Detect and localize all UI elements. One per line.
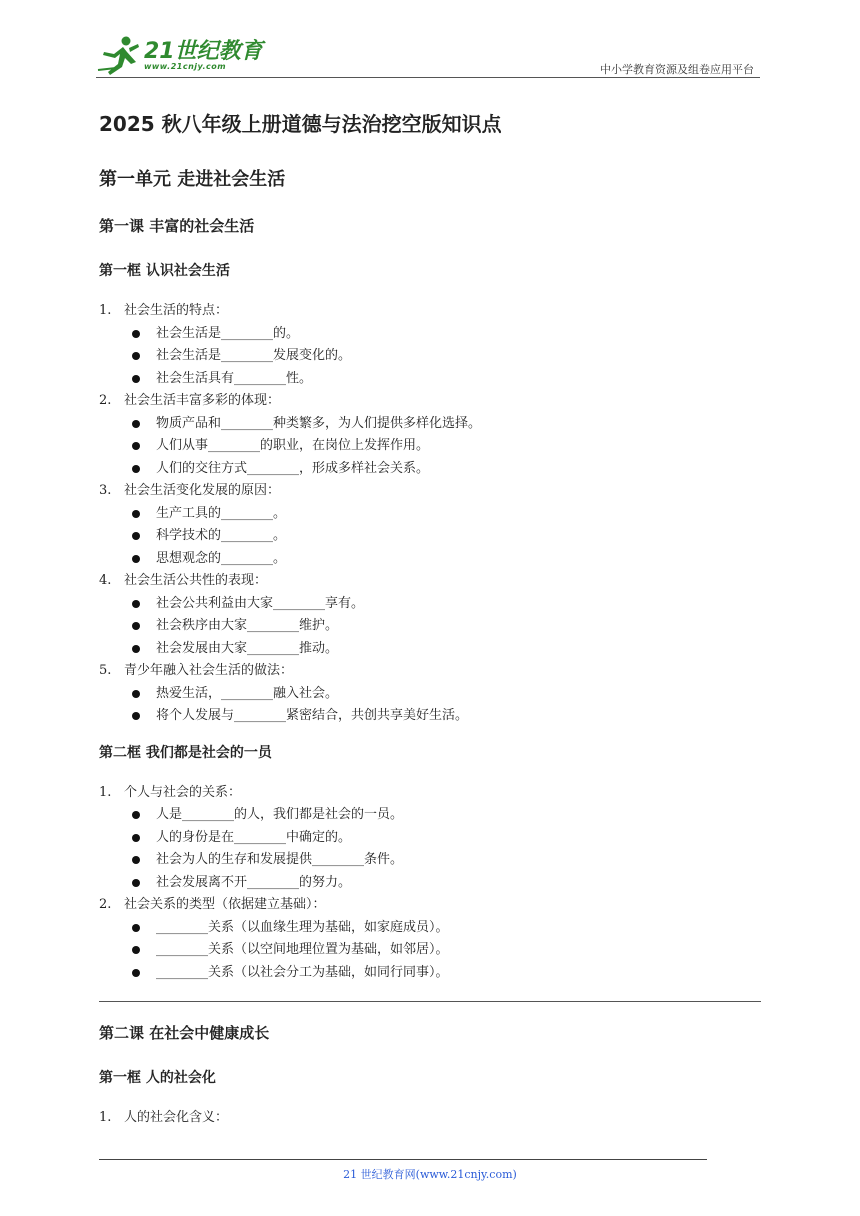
bullet-list: [124, 323, 764, 391]
bullet-item: 社会为人的生存和发展提供________条件。: [124, 849, 764, 872]
unit-heading: 第一单元 走进社会生活: [99, 169, 286, 190]
bullet-list: [124, 503, 764, 571]
item-number: 1.: [99, 1110, 112, 1125]
lesson2-section: [99, 1022, 764, 1144]
bullet-list: [124, 413, 764, 481]
bullet-item: 思想观念的________。: [124, 548, 764, 571]
bullet-item: 将个人发展与________紧密结合，共创共享美好生活。: [124, 705, 764, 728]
lesson-heading: 第二课 在社会中健康成长: [99, 1024, 270, 1042]
bullet-item: 社会生活是________发展变化的。: [124, 345, 764, 368]
item-number: 3.: [99, 483, 112, 498]
item-number: 1.: [99, 784, 112, 800]
list-item: [99, 1107, 764, 1130]
list-item: [99, 390, 764, 480]
lesson2-list: [99, 1107, 764, 1130]
bullet-item: 人的身份是在________中确定的。: [124, 827, 764, 850]
item-text: 社会生活丰富多彩的体现：: [124, 393, 281, 408]
frame2-list: [99, 782, 764, 985]
frame1-list: [99, 300, 764, 728]
runner-logo-icon: [96, 34, 142, 76]
bullet-item: 人是________的人，我们都是社会的一员。: [124, 804, 764, 827]
bullet-list: [124, 593, 764, 661]
document-body: [99, 108, 764, 998]
item-number: 5.: [99, 663, 112, 678]
frame-heading: 第一框 认识社会生活: [99, 263, 230, 279]
item-text: 社会关系的类型（依据建立基础）：: [124, 897, 326, 912]
bullet-item: 社会秩序由大家________维护。: [124, 615, 764, 638]
bullet-item: ________关系（以血缘生理为基础，如家庭成员）。: [124, 917, 764, 940]
frame-heading: 第二框 我们都是社会的一员: [99, 744, 272, 761]
bullet-item: 人们的交往方式________，形成多样社会关系。: [124, 458, 764, 481]
bullet-list: [124, 683, 764, 728]
bullet-item: 社会公共利益由大家________享有。: [124, 593, 764, 616]
item-text: 社会生活公共性的表现：: [124, 573, 268, 588]
list-item: [99, 782, 764, 895]
item-number: 2.: [99, 393, 112, 408]
item-text: 社会生活的特点：: [124, 303, 229, 318]
item-text: 社会生活变化发展的原因：: [124, 483, 281, 498]
list-item: [99, 480, 764, 570]
bullet-item: 人们从事________的职业，在岗位上发挥作用。: [124, 435, 764, 458]
bullet-item: 社会生活是________的。: [124, 323, 764, 346]
page-header: [0, 0, 860, 90]
section-divider: [99, 1001, 761, 1002]
item-number: 1.: [99, 303, 112, 318]
bullet-list: [124, 804, 764, 894]
bullet-item: 热爱生活，________融入社会。: [124, 683, 764, 706]
logo-url: www.21cnjy.com: [144, 62, 227, 71]
item-text: 青少年融入社会生活的做法：: [124, 663, 294, 678]
logo-text: 21世纪教育: [144, 39, 263, 64]
bullet-item: 社会发展由大家________推动。: [124, 638, 764, 661]
bullet-item: ________关系（以空间地理位置为基础，如邻居）。: [124, 939, 764, 962]
footer-text: 21 世纪教育网(www.21cnjy.com): [343, 1168, 517, 1181]
footer-divider: [99, 1159, 707, 1160]
list-item: [99, 660, 764, 728]
list-item: [99, 570, 764, 660]
bullet-item: 社会生活具有________性。: [124, 368, 764, 391]
bullet-item: 社会发展离不开________的努力。: [124, 872, 764, 895]
lesson-heading: 第一课 丰富的社会生活: [99, 217, 255, 235]
item-number: 2.: [99, 897, 112, 912]
list-item: [99, 300, 764, 390]
list-item: [99, 894, 764, 984]
bullet-item: 生产工具的________。: [124, 503, 764, 526]
header-divider: [96, 77, 760, 78]
item-number: 4.: [99, 573, 112, 588]
bullet-item: ________关系（以社会分工为基础，如同行同事）。: [124, 962, 764, 985]
bullet-item: 物质产品和________种类繁多，为人们提供多样化选择。: [124, 413, 764, 436]
frame-heading: 第一框 人的社会化: [99, 1070, 216, 1086]
item-text: 人的社会化含义：: [124, 1110, 229, 1125]
bullet-list: [124, 917, 764, 985]
document-title: 2025 秋八年级上册道德与法治挖空版知识点: [99, 112, 502, 136]
bullet-item: 科学技术的________。: [124, 525, 764, 548]
logo: [96, 34, 266, 80]
item-text: 个人与社会的关系：: [124, 784, 242, 800]
platform-label: 中小学教育资源及组卷应用平台: [600, 63, 754, 76]
